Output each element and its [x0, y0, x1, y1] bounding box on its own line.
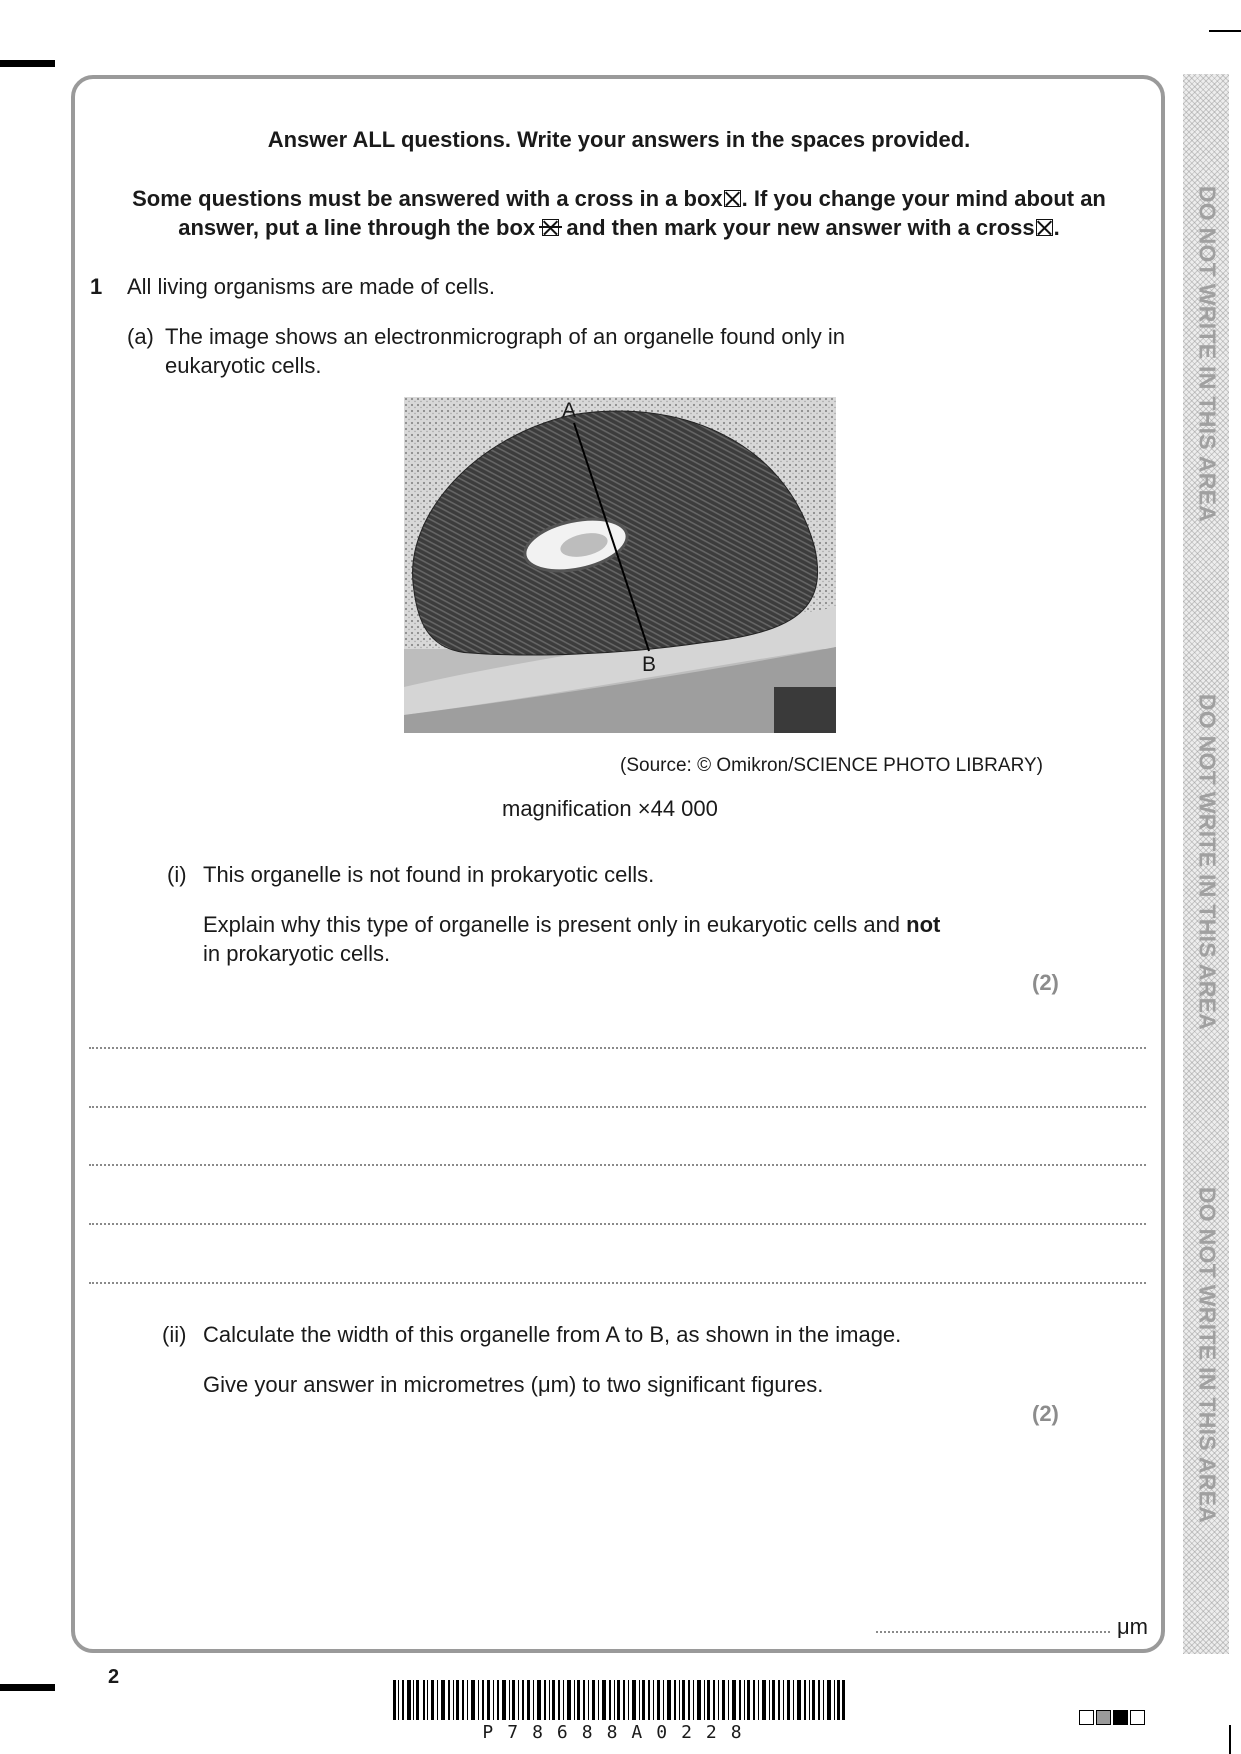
crossed-box-icon — [724, 190, 741, 207]
barcode-number: P78688A0228 — [482, 1722, 756, 1743]
part-ii-text-2: Give your answer in micrometres (μm) to two significant figures. — [203, 1372, 824, 1397]
part-a-text-2: eukaryotic cells. — [165, 353, 322, 378]
part-ii-marks: (2) — [1032, 1401, 1059, 1426]
answer-line-5[interactable] — [89, 1282, 1146, 1284]
part-i-text-2: Explain why this type of organelle is present only in eukaryotic cells and not — [203, 912, 941, 937]
registration-mark-bottom — [0, 1684, 55, 1691]
micrograph-drawing — [404, 397, 836, 733]
answer-line-2[interactable] — [89, 1106, 1146, 1108]
instruction-line-1: Answer ALL questions. Write your answers in the spaces provided. — [267, 127, 971, 152]
registration-mark-top — [0, 60, 55, 67]
corner-mark-bottom-right — [1229, 1725, 1231, 1754]
part-i-label: (i) — [167, 862, 187, 887]
label-a: A — [562, 399, 577, 422]
answer-field-micrometres[interactable] — [876, 1631, 1110, 1633]
struck-crossed-box-icon — [542, 219, 559, 236]
answer-line-3[interactable] — [89, 1164, 1146, 1166]
part-i-text-1: This organelle is not found in prokaryotic cells. — [203, 862, 655, 887]
page-indicator-box-1 — [1079, 1710, 1094, 1725]
part-i-text-3: in prokaryotic cells. — [203, 941, 391, 966]
barcode — [393, 1680, 845, 1720]
instruction-line-2: Some questions must be answered with a cross in a box . If you change your mind about an — [132, 186, 1106, 211]
page-indicator-box-3 — [1113, 1710, 1128, 1725]
page-number: 2 — [108, 1666, 120, 1688]
question-number: 1 — [90, 274, 103, 299]
page-indicator-box-2 — [1096, 1710, 1111, 1725]
question-stem: All living organisms are made of cells. — [127, 274, 496, 299]
magnification: magnification ×44 000 — [502, 796, 718, 821]
part-a-text-1: The image shows an electronmicrograph of an organelle found only in — [165, 324, 845, 349]
answer-line-4[interactable] — [89, 1223, 1146, 1225]
label-b: B — [642, 653, 657, 676]
page-indicator-box-4 — [1130, 1710, 1145, 1725]
organelle-micrograph — [404, 397, 836, 733]
part-ii-text-1: Calculate the width of this organelle from A to B, as shown in the image. — [203, 1322, 902, 1347]
corner-mark-top-right — [1209, 0, 1241, 32]
margin-notice-top: DO NOT WRITE IN THIS AREA — [1194, 185, 1221, 523]
answer-line-1[interactable] — [89, 1047, 1146, 1049]
crossed-box-icon — [1036, 219, 1053, 236]
part-ii-label: (ii) — [162, 1322, 187, 1347]
margin-notice-middle: DO NOT WRITE IN THIS AREA — [1194, 693, 1221, 1031]
part-i-marks: (2) — [1032, 970, 1059, 995]
answer-unit: μm — [1117, 1614, 1149, 1639]
instruction-line-3: answer, put a line through the box and then mark your new answer with a cross . — [178, 215, 1060, 240]
margin-notice-bottom: DO NOT WRITE IN THIS AREA — [1194, 1186, 1221, 1524]
image-source: (Source: © Omikron/SCIENCE PHOTO LIBRARY) — [620, 755, 1043, 776]
part-a-label: (a) — [127, 324, 154, 349]
